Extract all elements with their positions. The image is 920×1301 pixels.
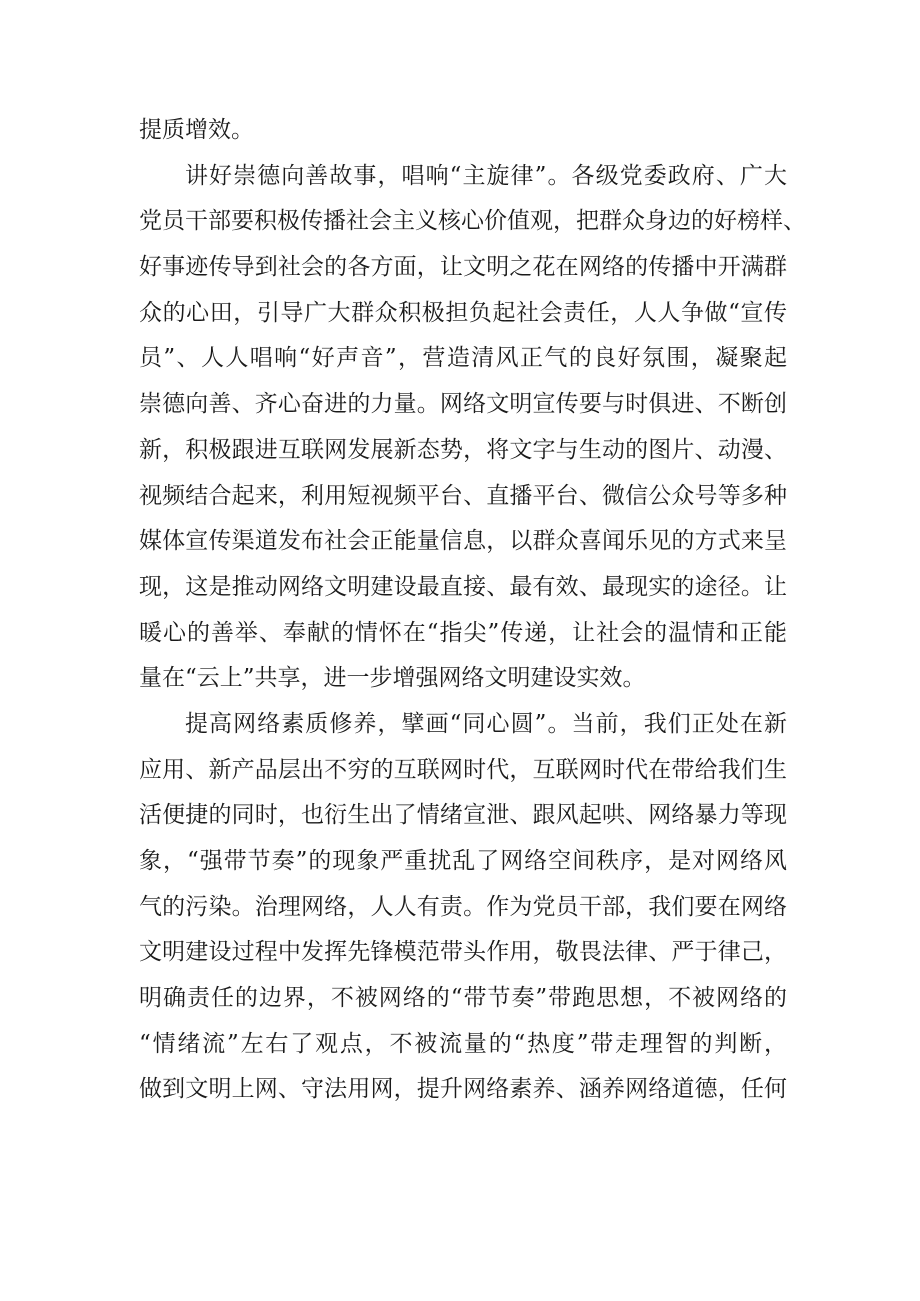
text-line: 明确责任的边界，不被网络的“带节奏”带跑思想，不被网络的 (139, 985, 787, 1012)
text-line: 量在“云上”共享，进一步增强网络文明建设实效。 (139, 665, 646, 692)
paragraph-first-line: 讲好崇德向善故事，唱响“主旋律”。各级党委政府、广大 (185, 162, 787, 189)
text-line: 文明建设过程中发挥先锋模范带头作用，敬畏法律、严于律己， (139, 939, 787, 966)
paragraph-first-line: 提高网络素质修养，擘画“同心圆”。当前，我们正处在新 (185, 710, 787, 737)
text-line: 暖心的善举、奉献的情怀在“指尖”传递，让社会的温情和正能 (139, 619, 787, 646)
text-line: 员”、人人唱响“好声音”，营造清风正气的良好氛围，凝聚起 (139, 345, 787, 372)
text-line: 好事迹传导到社会的各方面，让文明之花在网络的传播中开满群 (139, 254, 787, 281)
text-line: 象，“强带节奏”的现象严重扰乱了网络空间秩序，是对网络风 (139, 848, 787, 874)
text-line: 现，这是推动网络文明建设最直接、最有效、最现实的途径。让 (139, 573, 787, 600)
text-line: 气的污染。治理网络，人人有责。作为党员干部，我们要在网络 (139, 893, 787, 920)
text-line: 做到文明上网、守法用网，提升网络素养、涵养网络道德，任何 (139, 1076, 787, 1103)
text-line: 活便捷的同时，也衍生出了情绪宣泄、跟风起哄、网络暴力等现 (139, 802, 787, 829)
text-line: 提质增效。 (139, 117, 254, 143)
body-text (139, 108, 806, 1113)
text-line: 众的心田，引导广大群众积极担负起社会责任，人人争做“宣传 (139, 299, 787, 326)
text-line: 崇德向善、齐心奋进的力量。网络文明宣传要与时俱进、不断创 (139, 391, 787, 418)
text-line: 媒体宣传渠道发布社会正能量信息，以群众喜闻乐见的方式来呈 (139, 528, 787, 555)
text-line: 党员干部要积极传播社会主义核心价值观，把群众身边的好榜样、 (139, 208, 806, 235)
text-line: 视频结合起来，利用短视频平台、直播平台、微信公众号等多种 (139, 482, 787, 509)
text-line: “情绪流”左右了观点，不被流量的“热度”带走理智的判断， (139, 1030, 787, 1057)
text-line: 新，积极跟进互联网发展新态势，将文字与生动的图片、动漫、 (139, 436, 787, 463)
text-line: 应用、新产品层出不穷的互联网时代，互联网时代在带给我们生 (139, 756, 787, 783)
